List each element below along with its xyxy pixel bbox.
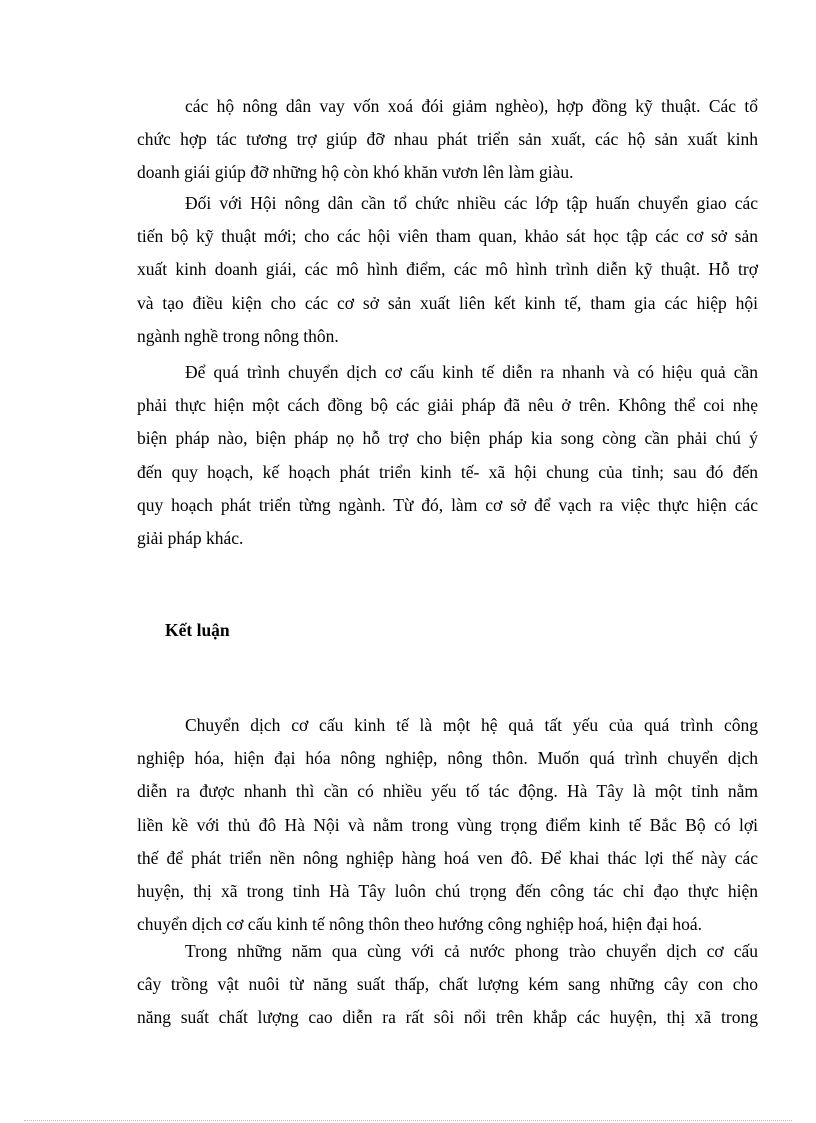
paragraph-5-line-2: cây trồng vật nuôi từ năng suất thấp, chất lượng kém sang những cây con cho	[137, 974, 758, 995]
paragraph-4-line-4: liền kề với thủ đô Hà Nội và nằm trong vùng trọng điểm kinh tế Bắc Bộ có lợi	[137, 814, 758, 835]
paragraph-5-line-1: Trong những năm qua cùng với cả nước phong trào chuyển dịch cơ cấu	[185, 941, 758, 961]
paragraph-4-line-3: diễn ra được nhanh thì cần có nhiều yếu tố tác động. Hà Tây là một tỉnh nằm	[137, 781, 758, 802]
paragraph-3-line-1: Để quá trình chuyển dịch cơ cấu kinh tế diễn ra nhanh và có hiệu quả cần	[185, 362, 758, 382]
section-heading-conclusion: Kết luận	[165, 620, 230, 640]
paragraph-4-line-1: Chuyển dịch cơ cấu kinh tế là một hệ quả tất yếu của quá trình công	[185, 715, 758, 735]
paragraph-4-line-7: chuyển dịch cơ cấu kinh tế nông thôn theo hướng công nghiệp hoá, hiện đại hoá.	[137, 914, 703, 935]
paragraph-3-line-3: biện pháp nào, biện pháp nọ hỗ trợ cho biện pháp kia song còng cần phải chú ý	[137, 428, 758, 449]
paragraph-3-line-6: giải pháp khác.	[137, 528, 244, 549]
page-bottom-divider	[24, 1120, 792, 1121]
paragraph-2-line-1: Đối với Hội nông dân cần tổ chức nhiều các lớp tập huấn chuyển giao các	[185, 193, 758, 213]
paragraph-1	[137, 90, 758, 190]
paragraph-2-line-3: xuất kinh doanh giái, các mô hình điểm, các mô hình trình diễn kỹ thuật. Hỗ trợ	[137, 259, 758, 280]
paragraph-1-line-3: doanh giái giúp đỡ những hộ còn khó khăn vươn lên làm giàu.	[137, 162, 574, 183]
paragraph-3-line-2: phải thực hiện một cách đồng bộ các giải pháp đã nêu ở trên. Không thể coi nhẹ	[137, 395, 758, 416]
paragraph-2-line-5: ngành nghề trong nông thôn.	[137, 325, 339, 346]
paragraph-5-line-3: năng suất chất lượng cao diễn ra rất sôi nổi trên khắp các huyện, thị xã trong	[137, 1007, 758, 1028]
paragraph-4	[137, 709, 758, 941]
paragraph-3	[137, 356, 758, 555]
paragraph-1-line-2: chức hợp tác tương trợ giúp đỡ nhau phát triển sản xuất, các hộ sản xuất kinh	[137, 129, 758, 150]
paragraph-2-line-2: tiến bộ kỹ thuật mới; cho các hội viên tham quan, khảo sát học tập các cơ sở sản	[137, 226, 758, 247]
paragraph-4-line-6: huyện, thị xã trong tỉnh Hà Tây luôn chú trọng đến công tác chỉ đạo thực hiện	[137, 881, 758, 902]
paragraph-3-line-4: đến quy hoạch, kế hoạch phát triển kinh tế- xã hội chung của tỉnh; sau đó đến	[137, 461, 758, 482]
paragraph-2-line-4: và tạo điều kiện cho các cơ sở sản xuất liên kết kinh tế, tham gia các hiệp hội	[137, 292, 758, 313]
paragraph-4-line-5: thế để phát triển nền nông nghiệp hàng hoá ven đô. Để khai thác lợi thế này các	[137, 847, 758, 868]
paragraph-1-line-1: các hộ nông dân vay vốn xoá đói giảm nghèo), hợp đồng kỹ thuật. Các tổ	[185, 96, 758, 116]
paragraph-3-line-5: quy hoạch phát triển từng ngành. Từ đó, làm cơ sở để vạch ra việc thực hiện các	[137, 494, 758, 515]
paragraph-5	[137, 935, 758, 1035]
paragraph-2	[137, 187, 758, 353]
paragraph-4-line-2: nghiệp hóa, hiện đại hóa nông nghiệp, nông thôn. Muốn quá trình chuyển dịch	[137, 748, 758, 769]
